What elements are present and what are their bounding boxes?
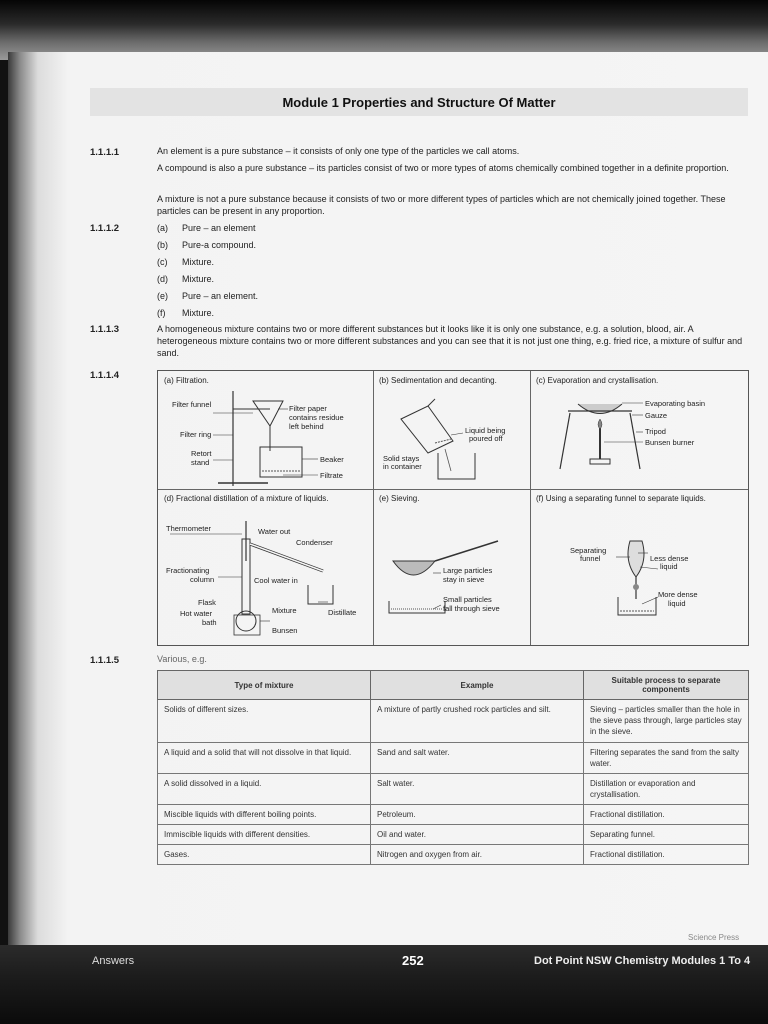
- label-evaporating-basin: Evaporating basin: [645, 399, 706, 408]
- label-separating: Separating: [570, 546, 607, 555]
- sieving-diagram: [373, 489, 530, 645]
- table-cell: Gases.: [158, 845, 371, 865]
- label-fractionating: Fractionating: [166, 566, 210, 575]
- label-thermometer: Thermometer: [166, 524, 212, 533]
- table-cell: Separating funnel.: [584, 825, 749, 845]
- label-mixture: Mixture: [272, 606, 297, 615]
- label-bunsen: Bunsen: [272, 626, 298, 635]
- module-title-bar: [90, 88, 748, 116]
- mixture-definition: A mixture is not a pure substance because it consists of two or more different types of particles which are not chemically joined together. These particles can be present in any proportion.: [157, 194, 726, 216]
- table-row: [158, 700, 749, 743]
- label-filter-funnel: Filter funnel: [172, 400, 212, 409]
- mixture-types-paragraph: A homogeneous mixture contains two or more different substances but it looks like it is only one substance, e.g. a solution, blood, air. A heterogeneous mixture contains two or more different substances and you can see that it is not just one thing, e.g. fried rice, a mixture of sulfur and sand.: [157, 324, 743, 358]
- fractional-distillation-diagram: [158, 489, 373, 645]
- table-cell: Petroleum.: [371, 805, 584, 825]
- label-more-dense: More dense: [658, 590, 698, 599]
- diagram-sieving: (e) Sieving. Large particles stay in sieve Small particles fall through sieve: [373, 489, 531, 645]
- table-cell: Fractional distillation.: [584, 845, 749, 865]
- table-cell: Sand and salt water.: [371, 743, 584, 774]
- table-cell: Salt water.: [371, 774, 584, 805]
- diagram-filtration: (a) Filtration. Filter funnel Filter paper contains residue left behind Filter ring Retort stand Beaker Filtrate: [158, 371, 374, 490]
- column-header: Example: [371, 671, 584, 700]
- section-number: 1.1.1.1: [90, 147, 120, 158]
- diagram-fractional-distillation: (d) Fractional distillation of a mixture of liquids. Thermometer Water out Condenser Fractionating column Cool water in Flask Hot water bath Mixture Distillate Bunsen: [158, 489, 374, 645]
- table-cell: A liquid and a solid that will not dissolve in that liquid.: [158, 743, 371, 774]
- label-fall-through-sieve: fall through sieve: [443, 604, 500, 613]
- table-intro: Various, e.g.: [157, 654, 207, 664]
- module-title: Module 1 Properties and Structure Of Matter: [282, 94, 556, 110]
- label-left-behind: left behind: [289, 422, 324, 431]
- list-item: (e) Pure – an element.: [157, 291, 259, 301]
- label-bunsen-burner: Bunsen burner: [645, 438, 695, 447]
- list-item: (b) Pure-a compound.: [157, 240, 257, 250]
- label-stay-in-sieve: stay in sieve: [443, 575, 485, 584]
- publisher-name: Science Press: [688, 933, 740, 942]
- label-distillate: Distillate: [328, 608, 357, 617]
- table-row: [158, 774, 749, 805]
- table-header-row: [158, 671, 749, 700]
- sedimentation-diagram: [373, 371, 530, 489]
- label-hot-water: Hot water: [180, 609, 213, 618]
- label-poured-off: poured off: [469, 434, 503, 443]
- label-funnel: funnel: [580, 554, 601, 563]
- label-bath: bath: [202, 618, 217, 627]
- label-flask: Flask: [198, 598, 216, 607]
- column-header: Suitable process to separate components: [584, 671, 749, 700]
- diagram-separating-funnel: (f) Using a separating funnel to separate liquids. Separating funnel Less dense liquid More dense liquid: [530, 489, 748, 645]
- table-row: [158, 743, 749, 774]
- label-beaker: Beaker: [320, 455, 344, 464]
- label-water-out: Water out: [258, 527, 291, 536]
- section-number: 1.1.1.4: [90, 370, 120, 381]
- table-cell: Miscible liquids with different boiling points.: [158, 805, 371, 825]
- evaporation-diagram: [530, 371, 748, 489]
- label-filtrate: Filtrate: [320, 471, 343, 480]
- table-cell: Sieving – particles smaller than the hole in the sieve pass through, large particles stay in the sieve.: [584, 700, 749, 743]
- label-cool-water-in: Cool water in: [254, 576, 298, 585]
- label-large-particles: Large particles: [443, 566, 493, 575]
- list-item: (d) Mixture.: [157, 274, 215, 284]
- table-cell: Fractional distillation.: [584, 805, 749, 825]
- separation-diagrams-grid: [157, 370, 749, 646]
- label-tripod: Tripod: [645, 427, 666, 436]
- label-liquid-being: Liquid being: [465, 426, 506, 435]
- table-cell: Solids of different sizes.: [158, 700, 371, 743]
- section-number: 1.1.1.3: [90, 324, 120, 335]
- element-definition: An element is a pure substance – it consists of only one type of the particles we call atoms.: [157, 146, 520, 156]
- table-cell: Immiscible liquids with different densities.: [158, 825, 371, 845]
- label-liquid-bottom: liquid: [668, 599, 686, 608]
- diagram-evaporation: (c) Evaporation and crystallisation. Evaporating basin Gauze Tripod Bunsen burner: [530, 371, 748, 490]
- label-in-container: in container: [383, 462, 422, 471]
- table-cell: Nitrogen and oxygen from air.: [371, 845, 584, 865]
- label-column: column: [190, 575, 215, 584]
- table-row: [158, 845, 749, 865]
- table-row: [158, 825, 749, 845]
- page-number: 252: [402, 953, 424, 968]
- separating-funnel-diagram: [530, 489, 748, 645]
- label-small-particles: Small particles: [443, 595, 492, 604]
- list-item: (c) Mixture.: [157, 257, 215, 267]
- table-cell: A solid dissolved in a liquid.: [158, 774, 371, 805]
- list-item: (a) Pure – an element: [157, 223, 256, 233]
- table-cell: Distillation or evaporation and crystallisation.: [584, 774, 749, 805]
- column-header: Type of mixture: [158, 671, 371, 700]
- section-number: 1.1.1.2: [90, 223, 120, 234]
- label-contains-residue: contains residue: [289, 413, 344, 422]
- label-solid-stays: Solid stays: [383, 454, 420, 463]
- label-liquid-top: liquid: [660, 562, 678, 571]
- label-retort: Retort: [191, 449, 212, 458]
- section-number: 1.1.1.5: [90, 655, 120, 666]
- table-row: [158, 805, 749, 825]
- compound-definition: A compound is also a pure substance – its particles consist of two or more types of atoms chemically combined together in a definite proportion.: [157, 163, 729, 173]
- filtration-diagram: [158, 371, 373, 489]
- label-condenser: Condenser: [296, 538, 333, 547]
- label-filter-ring: Filter ring: [180, 430, 212, 439]
- diagram-sedimentation: (b) Sedimentation and decanting. Liquid being poured off Solid stays in container: [373, 371, 531, 490]
- label-filter-paper: Filter paper: [289, 404, 327, 413]
- table-cell: Filtering separates the sand from the salty water.: [584, 743, 749, 774]
- list-item: (f) Mixture.: [157, 308, 215, 318]
- table-cell: A mixture of partly crushed rock particles and silt.: [371, 700, 584, 743]
- label-less-dense: Less dense: [650, 554, 689, 563]
- label-gauze: Gauze: [645, 411, 668, 420]
- mixtures-table: [157, 670, 749, 865]
- photo-top-edge: [0, 0, 768, 60]
- footer-section-label: Answers: [92, 955, 135, 967]
- book-title: Dot Point NSW Chemistry Modules 1 To 4: [534, 955, 751, 967]
- table-cell: Oil and water.: [371, 825, 584, 845]
- label-stand: stand: [191, 458, 210, 467]
